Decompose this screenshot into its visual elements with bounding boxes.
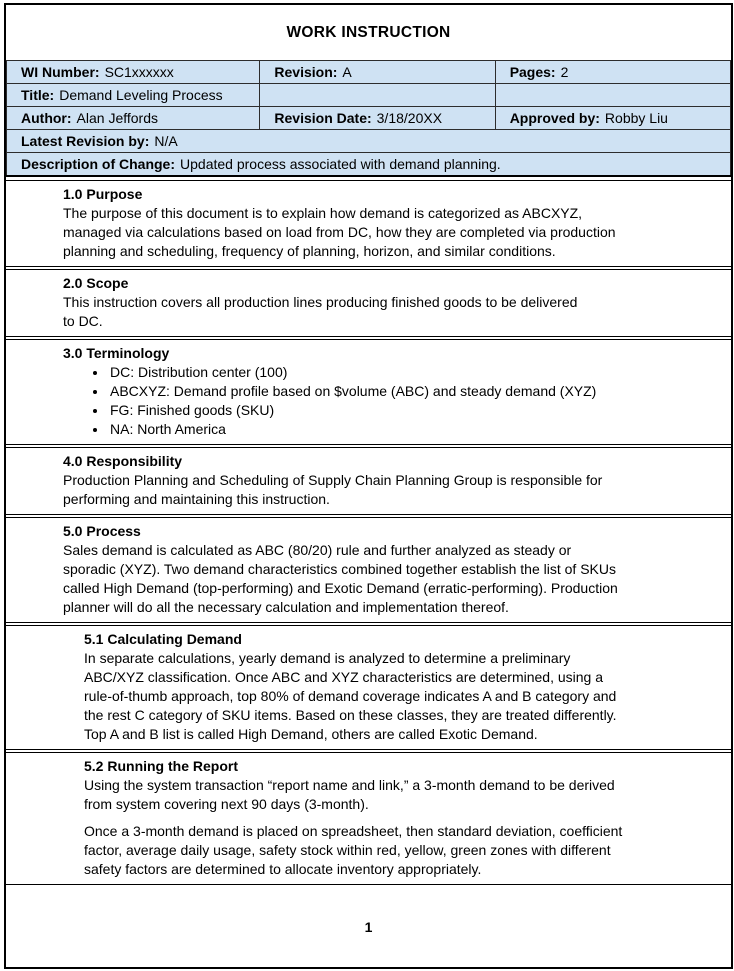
section-process: [6, 517, 731, 623]
paragraph: [63, 204, 705, 261]
metadata-table: [6, 60, 731, 177]
document-body: [6, 180, 731, 887]
doc-title-cell: [7, 84, 260, 107]
metadata-row-1: [7, 61, 731, 84]
description-of-change-cell: [7, 153, 731, 176]
approved-by-value: Robby Liu: [604, 110, 668, 126]
description-of-change-value: Updated process associated with demand planning.: [180, 155, 501, 172]
page-number: 1: [364, 918, 373, 935]
approved-by-cell: [495, 107, 730, 130]
bullet-item: • FG: Finished goods (SKU): [108, 401, 705, 420]
section-responsibility: [6, 447, 731, 515]
section-terminology: [6, 339, 731, 445]
pages-label: Pages:: [509, 64, 556, 80]
document-header: [6, 5, 731, 60]
empty-cell-2: [495, 84, 730, 107]
section-heading: 1.0 Purpose: [63, 185, 143, 202]
section-heading: 5.1 Calculating Demand: [84, 630, 242, 647]
doc-title-label: Title:: [21, 87, 55, 103]
text-line: planner will do all the necessary calculation and implementation thereof.: [63, 598, 509, 615]
text-line: managed via calculations based on load from DC, how they are completed via production: [63, 223, 616, 240]
text-line: sporadic (XYZ). Two demand characteristics combined together establish the list of SKUs: [63, 560, 616, 577]
page-footer: [6, 887, 731, 968]
revision-cell: [260, 61, 495, 84]
metadata-row-3: [7, 107, 731, 130]
section-purpose: [6, 180, 731, 267]
text-line: In separate calculations, yearly demand is analyzed to determine a preliminary: [84, 649, 571, 666]
text-line: Using the system transaction “report name and link,” a 3-month demand to be derived: [84, 776, 615, 793]
section-heading: 5.2 Running the Report: [84, 757, 238, 774]
text-line: safety factors are determined to allocate inventory appropriately.: [84, 860, 482, 877]
bullet-item: • DC: Distribution center (100): [108, 363, 705, 382]
paragraph: [63, 293, 705, 331]
latest-revision-label: Latest Revision by:: [21, 133, 150, 149]
text-line: rule-of-thumb approach, top 80% of demand coverage indicates A and B category and: [84, 687, 617, 704]
section-scope: [6, 269, 731, 337]
paragraph: [63, 541, 705, 617]
pages-cell: [495, 61, 730, 84]
text-line: to DC.: [63, 312, 103, 329]
author-value: Alan Jeffords: [76, 110, 159, 126]
section-calculating-demand: [6, 625, 731, 750]
metadata-row-5: [7, 153, 731, 176]
paragraph: [63, 471, 705, 509]
revision-label: Revision:: [274, 64, 338, 80]
section-heading: 4.0 Responsibility: [63, 452, 183, 469]
doc-title-value: Demand Leveling Process: [59, 87, 223, 103]
metadata-row-4: [7, 130, 731, 153]
text-line: factor, average daily usage, safety stock within red, yellow, green zones with different: [84, 841, 611, 858]
wi-number-value: SC1xxxxxx: [104, 64, 174, 80]
text-line: performing and maintaining this instruction.: [63, 490, 330, 507]
revision-date-cell: [260, 107, 495, 130]
work-instruction-document: [4, 3, 733, 969]
document-title: WORK INSTRUCTION: [286, 23, 451, 41]
approved-by-label: Approved by:: [509, 110, 600, 126]
description-of-change-label: Description of Change:: [21, 155, 176, 172]
text-line: planning and scheduling, frequency of planning, horizon, and similar conditions.: [63, 242, 556, 259]
wi-number-cell: [7, 61, 260, 84]
paragraph: [84, 649, 713, 744]
text-line: ABC/XYZ classification. Once ABC and XYZ characteristics are determined, using a: [84, 668, 604, 685]
author-label: Author:: [21, 110, 72, 126]
paragraph: [84, 776, 713, 814]
pages-value: 2: [560, 64, 569, 80]
section-heading: 3.0 Terminology: [63, 344, 170, 361]
text-line: Once a 3-month demand is placed on spreadsheet, then standard deviation, coefficient: [84, 822, 623, 839]
paragraph: [84, 822, 713, 879]
bullet-item: • ABCXYZ: Demand profile based on $volume (ABC) and steady demand (XYZ): [108, 382, 705, 401]
author-cell: [7, 107, 260, 130]
revision-date-value: 3/18/20XX: [376, 110, 443, 126]
revision-date-label: Revision Date:: [274, 110, 372, 126]
text-line: Sales demand is calculated as ABC (80/20) rule and further analyzed as steady or: [63, 541, 572, 558]
terminology-list: [63, 363, 705, 439]
section-heading: 5.0 Process: [63, 522, 141, 539]
text-line: called High Demand (top-performing) and Exotic Demand (erratic-performing). Production: [63, 579, 618, 596]
text-line: Production Planning and Scheduling of Supply Chain Planning Group is responsible for: [63, 471, 603, 488]
section-running-the-report: [6, 752, 731, 885]
text-line: Top A and B list is called High Demand, others are called Exotic Demand.: [84, 725, 538, 742]
section-heading: 2.0 Scope: [63, 274, 129, 291]
metadata-row-2: [7, 84, 731, 107]
empty-cell-1: [260, 84, 495, 107]
text-line: The purpose of this document is to explain how demand is categorized as ABCXYZ,: [63, 204, 583, 221]
latest-revision-value: N/A: [154, 133, 178, 149]
revision-value: A: [342, 64, 352, 80]
text-line: the rest C category of SKU items. Based on these classes, they are treated differently.: [84, 706, 617, 723]
text-line: from system covering next 90 days (3-month).: [84, 795, 369, 812]
bullet-item: • NA: North America: [108, 420, 705, 439]
latest-revision-cell: [7, 130, 731, 153]
text-line: This instruction covers all production lines producing finished goods to be delivered: [63, 293, 578, 310]
wi-number-label: WI Number:: [21, 64, 100, 80]
